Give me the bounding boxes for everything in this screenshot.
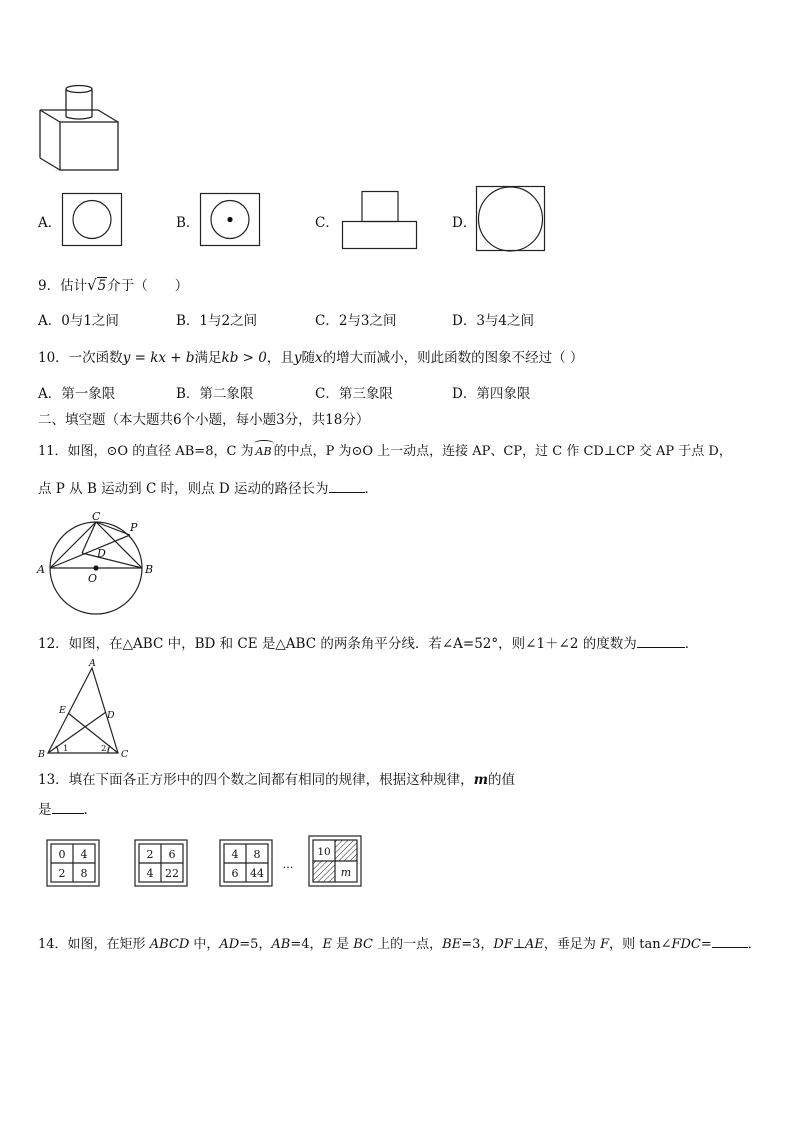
q10-p3: ，且: [266, 350, 294, 366]
q9-option-a: A．0与1之间: [38, 313, 119, 329]
q14-p5: 是: [332, 937, 354, 952]
fig12-angle-2: 2: [101, 744, 107, 754]
q14-p10: =: [700, 937, 712, 952]
sq4-tl: 10: [317, 846, 331, 858]
fig11-label-a: A: [37, 563, 45, 576]
q14-p7: =3，: [461, 937, 494, 952]
q14-f: F: [600, 937, 610, 952]
sq2-tr: 6: [168, 848, 176, 861]
fig11-label-c: C: [92, 510, 101, 523]
fig12-angle-1: 1: [63, 744, 69, 754]
q10-option-d: D．第四象限: [452, 386, 531, 402]
option-a-label: A．: [38, 215, 62, 231]
fig11-label-d: D: [97, 547, 106, 560]
q14-dfae: DF⊥AE: [493, 937, 544, 952]
q14-p9: ，则 tan∠: [609, 937, 672, 952]
sq3-bl: 6: [231, 867, 239, 880]
q14-p1: 14．如图，在矩形: [38, 937, 150, 952]
q14-end: ．: [747, 937, 761, 952]
q9-radicand: 5: [97, 278, 107, 294]
q14-fdc: FDC: [671, 937, 701, 952]
q11-line2-end: ．: [364, 481, 378, 497]
sq-ellipsis: …: [282, 858, 294, 871]
q13-line1-end: 的值: [487, 772, 515, 788]
q10-condition: kb > 0: [221, 350, 267, 366]
q11-line2: 点 P 从 B 运动到 C 时，则点 D 运动的路径长为: [38, 481, 329, 497]
q14-p3: =5，: [239, 937, 272, 952]
q14-e: E: [322, 937, 332, 952]
q10-p4: 随: [301, 350, 315, 366]
sq1-bl: 2: [58, 867, 66, 880]
q12-text: 12．如图，在△ABC 中，BD 和 CE 是△ABC 的两条角平分线．若∠A=52°，则∠1＋∠2 的度数为: [38, 636, 637, 652]
q14-p6: 上的一点，: [373, 937, 443, 952]
q10-x: x: [315, 350, 323, 366]
sq4-br: m: [340, 866, 352, 879]
q12-end: ．: [684, 636, 699, 652]
sqrt-sign: √: [87, 276, 97, 294]
answer-blank-14[interactable]: [712, 935, 748, 948]
option-b-label: B．: [176, 215, 200, 231]
fig12-label-b: B: [38, 749, 45, 760]
fig12-label-c: C: [121, 749, 129, 760]
fig11-label-o: O: [88, 572, 98, 585]
q9-option-c: C．2与3之间: [315, 313, 397, 329]
q9-option-b: B．1与2之间: [176, 313, 258, 329]
q9-text-post: 介于（ ）: [107, 278, 189, 294]
q14-p4: =4，: [290, 937, 323, 952]
sq1-tl: 0: [58, 848, 66, 861]
q14-abcd: ABCD: [149, 937, 190, 952]
option-d-label: D．: [452, 215, 477, 231]
fig12-label-a: A: [89, 658, 96, 669]
q11-line1-b: 的中点，P 为⊙O 上一动点，连接 AP、CP，过 C 作 CD⊥CP 交 AP 于点 D，: [273, 444, 732, 459]
section-heading: 二、填空题（本大题共6个小题，每小题3分，共18分）: [38, 412, 370, 428]
q9-option-d: D．3与4之间: [452, 313, 535, 329]
q11-line1-a: 11．如图，⊙O 的直径 AB=8，C 为: [38, 444, 254, 459]
fig12-label-e: E: [59, 705, 66, 716]
q10-p2: 满足: [194, 350, 222, 366]
q14-ad: AD: [219, 937, 240, 952]
q10-p5: 的增大而减小，则此函数的图象不经过（ ）: [322, 350, 584, 366]
sq2-br: 22: [165, 867, 179, 880]
sq3-br: 44: [250, 867, 264, 880]
q14-ab: AB: [271, 937, 291, 952]
q14-bc: BC: [353, 937, 374, 952]
q10-equation: y = kx + b: [122, 350, 195, 366]
q13-m: m: [473, 772, 488, 788]
q10-y: y: [293, 350, 302, 366]
arc-label: AB: [255, 445, 272, 458]
sq1-br: 8: [80, 867, 88, 880]
sq2-bl: 4: [146, 867, 154, 880]
q9-text-pre: 9．估计: [38, 278, 88, 294]
sq3-tl: 4: [231, 848, 239, 861]
q13-line2: 是: [38, 802, 52, 818]
q13-line1: 13．填在下面各正方形中的四个数之间都有相同的规律，根据这种规律，: [38, 772, 474, 788]
q14-be: BE: [442, 937, 462, 952]
fig12-label-d: D: [107, 710, 115, 721]
q14-p8: ，垂足为: [543, 937, 601, 952]
sq1-tr: 4: [80, 848, 88, 861]
q10-option-b: B．第二象限: [176, 386, 254, 402]
fig11-label-p: P: [130, 521, 138, 534]
sq3-tr: 8: [253, 848, 261, 861]
q13-line2-end: ．: [83, 802, 97, 818]
q14-p2: 中，: [189, 937, 220, 952]
question-14: [38, 935, 761, 954]
q10-option-c: C．第三象限: [315, 386, 393, 402]
q10-option-a: A．第一象限: [38, 386, 116, 402]
q10-p1: 10．一次函数: [38, 350, 123, 366]
fig11-label-b: B: [145, 563, 154, 576]
sq2-tl: 2: [146, 848, 154, 861]
option-c-label: C．: [315, 215, 339, 231]
